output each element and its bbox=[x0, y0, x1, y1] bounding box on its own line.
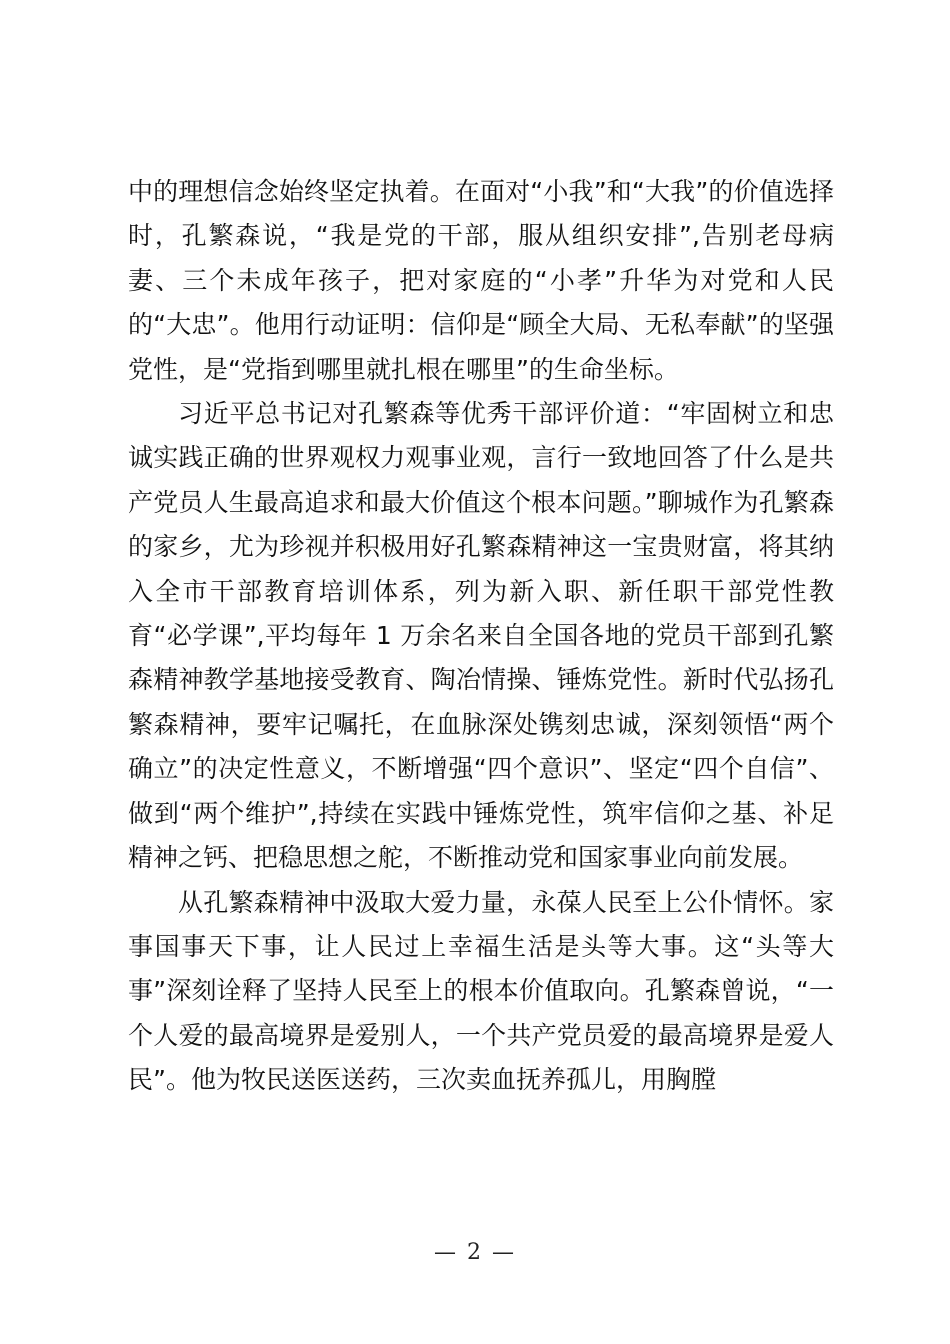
page-number: — 2 — bbox=[434, 1240, 516, 1265]
paragraph: 习近平总书记对孔繁森等优秀干部评价道：“牢固树立和忠诚实践正确的世界观权力观事业观，言行一致地回答了什么是共产党员人生最高追求和最大价值这个根本问题。”聊城作为孔繁森的家乡，尤为珍视并积极用好孔繁森精神这一宝贵财富，将其纳入全市干部教育培训体系，列为新入职、新任职干部党性教育“必学课”,平均每年 1 万余名来自全国各地的党员干部到孔繁森精神教学基地接受教育、陶冶情操、锤炼党性。新时代弘扬孔繁森精神，要牢记嘱托，在血脉深处镌刻忠诚，深刻领悟“两个确立”的决定性意义，不断增强“四个意识”、坚定“四个自信”、做到“两个维护”,持续在实践中锤炼党性，筑牢信仰之基、补足精神之钙、把稳思想之舵，不断推动党和国家事业向前发展。 bbox=[128, 399, 834, 873]
paragraph: 从孔繁森精神中汲取大爱力量，永葆人民至上公仆情怀。家事国事天下事，让人民过上幸福生活是头等大事。这“头等大事”深刻诠释了坚持人民至上的根本价值取向。孔繁森曾说，“一个人爱的最高境界是爱别人，一个共产党员爱的最高境界是爱人民”。他为牧民送医送药，三次卖血抚养孤儿，用胸膛 bbox=[128, 887, 834, 1095]
paragraph-continuation: 中的理想信念始终坚定执着。在面对“小我”和“大我”的价值选择时，孔繁森说，“我是党的干部，服从组织安排”,告别老母病妻、三个未成年孩子，把对家庭的“小孝”升华为对党和人民的“大忠”。他用行动证明：信仰是“顾全大局、无私奉献”的坚强党性，是“党指到哪里就扎根在哪里”的生命坐标。 bbox=[128, 177, 834, 384]
body-text bbox=[128, 170, 834, 1103]
